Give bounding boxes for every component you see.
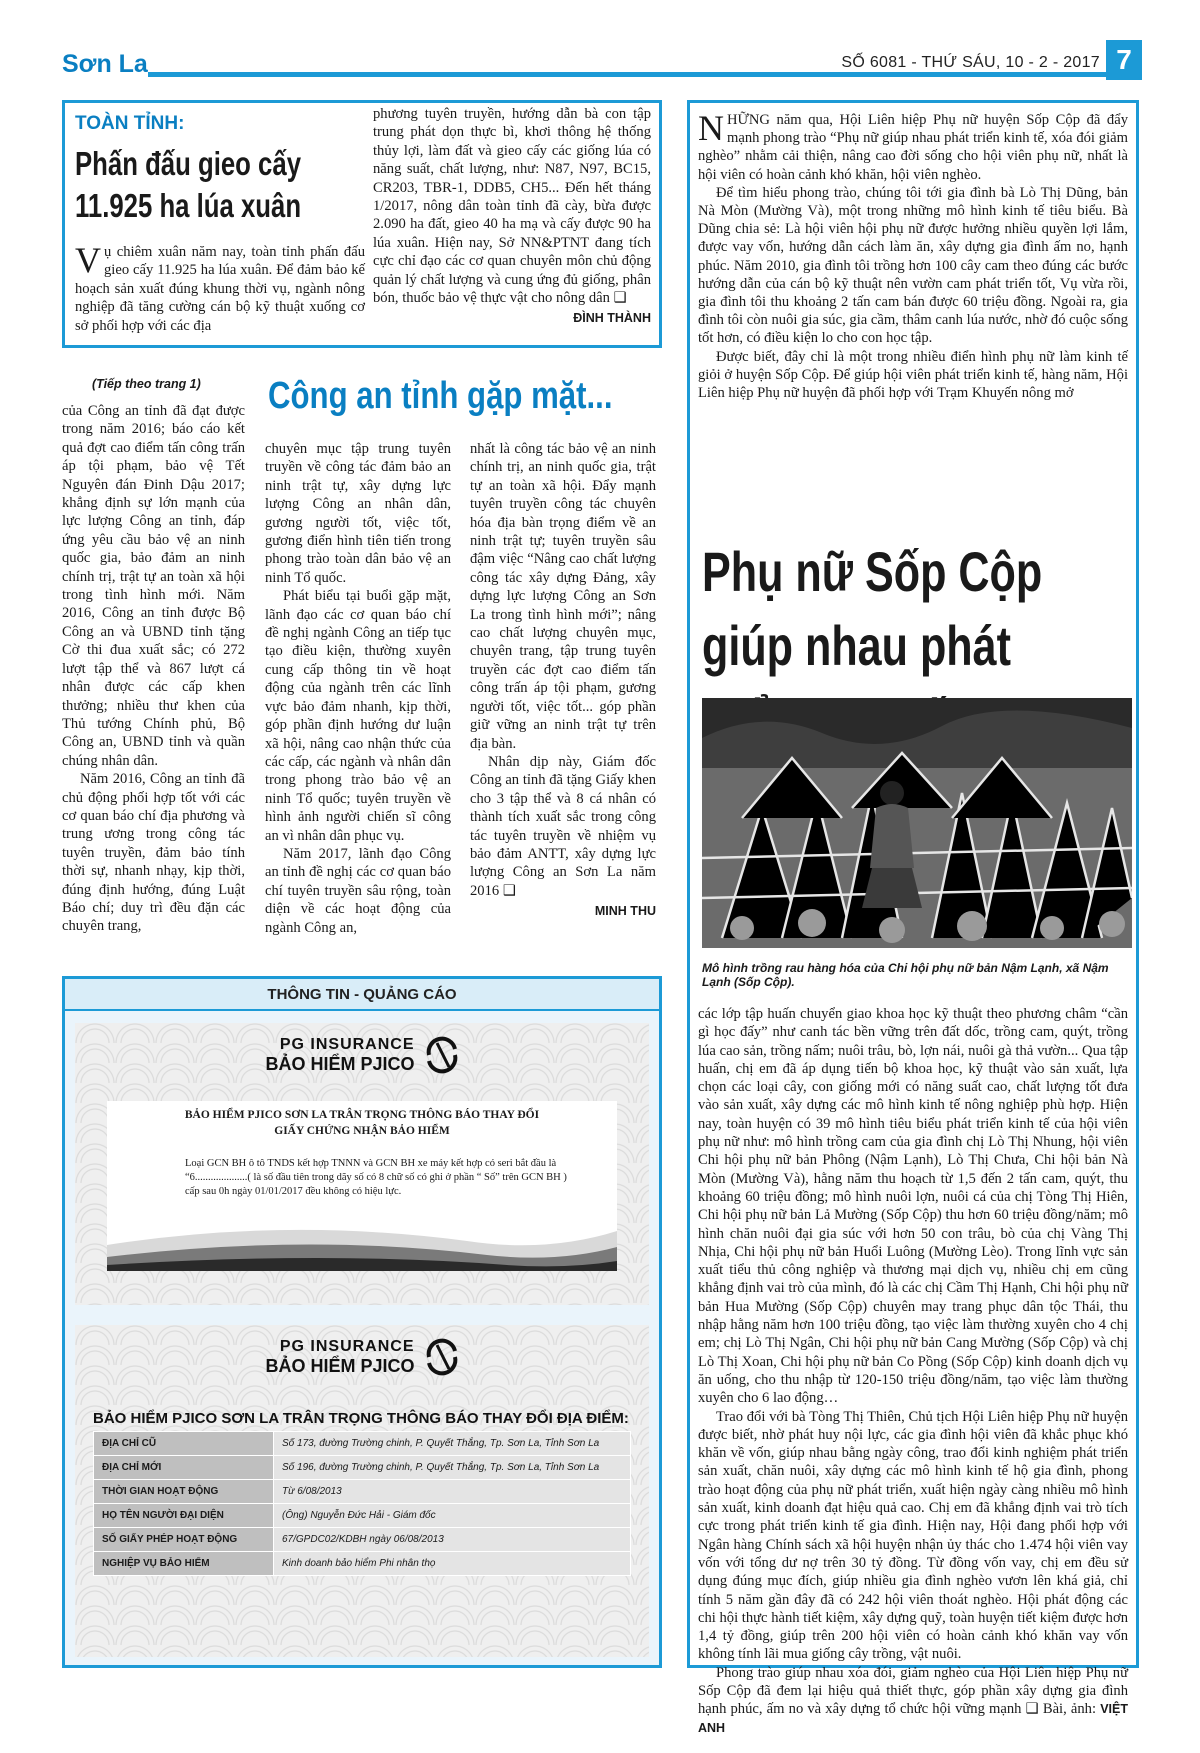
article-byline: ĐÌNH THÀNH bbox=[573, 311, 651, 326]
row-value: Kinh doanh bảo hiểm Phi nhân thọ bbox=[274, 1552, 631, 1576]
swoosh-decoration bbox=[107, 1211, 617, 1271]
notice-line: cấp sau 0h ngày 01/01/2017 đều không có hiệu lực. bbox=[185, 1186, 402, 1197]
end-mark-icon: ❑ bbox=[1025, 1701, 1039, 1718]
article-column-1 bbox=[62, 402, 245, 936]
paragraph: Năm 2017, lãnh đạo Công an tỉnh đề nghị các cơ quan báo chí tuyên truyền sâu rộng, toàn diện về các hoạt động của ngành Công an, bbox=[265, 845, 451, 936]
column-text: phương tuyên truyền, hướng dẫn bà con tập trung phát dọn thực bì, khơi thông hệ thống thủy lợi, làm đất và gieo cấy các giống lúa có năng suất, chất lượng, như: N87, N97, BC15, CR203, TBR-1, DDB5, CH5... Đến hết tháng 1/2017, nông dân toàn tỉnh đã cày, bừa được 2.090 ha đất, gieo 40 ha mạ và cấy được 90 ha lúa xuân. Hiện nay, Sở NN&PTNT đang tích cực chỉ đạo các cơ quan chuyên môn chủ động quản lý chất lượng và cung ứng đủ giống, phân bón, thuốc bảo vệ thực vật cho nông dân bbox=[373, 106, 651, 307]
ads-heading: THÔNG TIN - QUẢNG CÁO bbox=[65, 979, 659, 1011]
paragraph: Được biết, đây chỉ là một trong nhiều điển hình phụ nữ làm kinh tế giỏi ở huyện Sốp Cộp. Để giúp hội viên phát triển kinh tế, hàng năm, Hội Liên hiệp Phụ nữ huyện đã phối hợp với Trạm Khuyến nông mở bbox=[698, 348, 1128, 402]
article-byline: VIỆT ANH bbox=[698, 1702, 1128, 1735]
paragraph bbox=[698, 1664, 1128, 1737]
notice-line: Loại GCN BH ô tô TNDS kết hợp TNNN và GCN BH xe máy kết hợp có seri bắt đầu là bbox=[185, 1158, 557, 1169]
logo-line-1: PG INSURANCE bbox=[279, 1337, 415, 1355]
table-row bbox=[94, 1552, 631, 1576]
notice-title bbox=[107, 1107, 617, 1139]
notice-card bbox=[107, 1101, 617, 1271]
section-title: Sơn La bbox=[62, 50, 148, 78]
paragraph-text: Nhân dịp này, Giám đốc Công an tỉnh đã tặng Giấy khen cho 3 tập thể và 8 cá nhân có thành tích xuất sắc trong công tác tuyên truyền về nhiệm vụ bảo đảm ANTT, xây dựng lực lượng Công an Sơn La năm 2016 bbox=[470, 753, 656, 899]
insurer-logo bbox=[75, 1035, 649, 1075]
table-row bbox=[94, 1504, 631, 1528]
row-value: Từ 6/08/2013 bbox=[274, 1480, 631, 1504]
row-key: ĐỊA CHỈ MỚI bbox=[94, 1456, 274, 1480]
article-intro bbox=[698, 108, 1128, 402]
article-headline: Phấn đấu gieo cấy 11.925 ha lúa xuân bbox=[75, 145, 302, 224]
paragraph: Năm 2016, Công an tỉnh đã chủ động phối hợp tốt với các cơ quan báo chí địa phương và trung ương trong công tác tuyên truyền, đảm bảo tính thời sự, nhanh nhạy, kịp thời, đúng định hướng, đúng Luật Báo chí; duy trì đều đặn các chuyên trang, bbox=[62, 771, 245, 935]
drop-cap: V bbox=[75, 240, 101, 280]
table-row bbox=[94, 1528, 631, 1552]
article-body bbox=[698, 1005, 1128, 1737]
paragraph-text: Phong trào giúp nhau xóa đói, giảm nghèo của Hội Liên hiệp Phụ nữ Sốp Cộp đã đem lại hiệu quả thiết thực, góp phần xây dựng gia đình hạnh phúc, ấm no và xây dựng tổ chức hội vững mạnh bbox=[698, 1664, 1128, 1718]
insurer-logo bbox=[75, 1337, 649, 1377]
article-rice-planting bbox=[62, 100, 662, 348]
paragraph: Để tìm hiểu phong trào, chúng tôi tới gia đình bà Lò Thị Dũng, bản Nà Mòn (Mường Và), một trong những mô hình kinh tế tiêu biểu. Bà Dũng chia sẻ: Là hội viên hội phụ nữ được hưởng nhiều quyền lợi lắm, được vay vốn, hướng dẫn cách làm ăn, xây dựng gia đình ấm no, hạnh phúc. Năm 2010, gia đình tôi trồng hơn 100 cây cam theo đúng các bước hướng dẫn của cán bộ kỹ thuật nên vườn cam phát triển tốt, Vụ vừa rồi, gia đình tôi thu khoảng 2 tấn cam bán được 60 triệu đồng. Ngoài ra, gia đình tôi còn nuôi gia súc, gia cầm, thâm canh lúa nước, nhờ đó cuộc sống tốt hơn, có điều kiện lo cho con học tập. bbox=[698, 184, 1128, 347]
ad-certificate-notice bbox=[75, 1023, 649, 1305]
address-table bbox=[93, 1431, 631, 1576]
row-value: (Ông) Nguyễn Đức Hải - Giám đốc bbox=[274, 1504, 631, 1528]
article-headline: Phụ nữ Sốp Cộp giúp nhau phát bbox=[702, 540, 1043, 677]
article-lead bbox=[75, 240, 365, 335]
article-column-2 bbox=[265, 440, 451, 937]
logo-line-2: BẢO HIỂM PJICO bbox=[265, 1053, 415, 1074]
vegetable-field-photo-icon bbox=[702, 698, 1132, 948]
row-value: 67/GPDC02/KDBH ngày 06/08/2013 bbox=[274, 1528, 631, 1552]
page-header bbox=[0, 0, 1200, 90]
article-column bbox=[373, 105, 651, 328]
byline-prefix: Bài, ảnh: bbox=[1042, 1701, 1097, 1718]
table-row bbox=[94, 1480, 631, 1504]
notice-body bbox=[185, 1157, 593, 1199]
header-rule bbox=[148, 72, 1110, 77]
article-women-economy bbox=[687, 100, 1139, 1735]
issue-info: SỐ 6081 - THỨ SÁU, 10 - 2 - 2017 bbox=[841, 54, 1100, 71]
lead-text: ụ chiêm xuân năm nay, toàn tỉnh phấn đấu gieo cấy 11.925 ha lúa xuân. Để đảm bảo kế hoạch sản xuất đúng khung thời vụ, ngành nông nghiệp đã tăng cường cán bộ kỹ thuật xuống cơ sở phối hợp với các địa bbox=[75, 244, 365, 334]
table-row bbox=[94, 1456, 631, 1480]
notice-line: “6....................( là số đầu tiên trong dãy số có 8 chữ số có ghi ở phần “ Số” trên GCN BH ) bbox=[185, 1172, 567, 1183]
notice-title-line-1: BẢO HIỂM PJICO SƠN LA TRÂN TRỌNG THÔNG BÁO THAY ĐỔI bbox=[184, 1109, 540, 1121]
continued-note: (Tiếp theo trang 1) bbox=[92, 377, 201, 391]
ad-address-notice bbox=[75, 1325, 649, 1657]
notice-heading: BẢO HIỂM PJICO SƠN LA TRÂN TRỌNG THÔNG BÁO THAY ĐỔI ĐỊA ĐIỂM: bbox=[93, 1410, 629, 1427]
end-mark-icon: ❑ bbox=[613, 290, 627, 307]
paragraph: Trao đổi với bà Tòng Thị Thiên, Chủ tịch Hội Liên hiệp Phụ nữ huyện được biết, nhờ phát huy nội lực, các gia đình hội viên đã khắc phục khó khăn về vốn, giúp nhau bằng ngày công, trao đổi kinh nghiệm phát triển sản xuất, chăn nuôi, xây dựng các mô hình kinh tế hộ gia đình, phong trào hoạt động của phụ nữ phát triển, xuất hiện ngày càng nhiều mô hình sản xuất, kinh doanh đạt hiệu quả cao. Chị em đã khẳng định vai trò tích cực trong phát triển kinh tế gia đình. Hiện nay, Hội đang phối hợp với Ngân hàng Chính sách xã hội huyện nhận ủy thác cho 1.474 hội viên vay vốn với tổng dư nợ trên 30 tỷ đồng. Từ đồng vốn vay, chị em đều sử dụng đúng mục đích, giúp nhiều gia đình nghèo vươn lên khá giả, chỉ tính 5 năm gần đây đã có 242 hội viên thoát nghèo. Hội phát động các chi hội thực hành tiết kiệm, xây dựng quỹ, toàn huyện tiết kiệm được hơn 1,4 tỷ đồng, giúp trên 200 hội viên có hoàn cảnh khó khăn vay vốn không tính lãi mua giống cây trồng, vật nuôi. bbox=[698, 1408, 1128, 1663]
paragraph: của Công an tỉnh đã đạt được trong năm 2016; báo cáo kết quả đợt cao điểm tấn công trấn áp tội phạm, bảo vệ Tết Nguyên đán Đinh Dậu 2017; khẳng định sự lớn mạnh của lực lượng Công an tỉnh, đáp ứng yêu cầu bảo vệ an ninh quốc gia, bảo đảm an ninh chính trị, trật tự an toàn xã hội trong tình hình mới. Năm 2016, Công an tỉnh được Bộ Công an và UBND tỉnh tặng Cờ thi đua xuất sắc; có 272 lượt tập thể và 867 lượt cá nhân được các cấp khen thưởng; nhiều thư khen của Thủ tướng Chính phủ, Bộ Công an, UBND tỉnh và quần chúng nhân dân. bbox=[62, 403, 245, 769]
article-column-3 bbox=[470, 440, 656, 921]
paragraph: nhất là công tác bảo vệ an ninh chính trị, an ninh quốc gia, trật tự an toàn xã hội. Đẩy mạnh tuyên truyền công tác chuyên hóa địa bàn trọng điểm về an ninh trật tự; tuyên truyền sâu đậm việc “Nâng cao chất lượng công tác xây dựng Đảng, xây dựng lực lượng Công an Sơn La trong tình hình mới”; nâng cao chất lượng chuyên mục, chuyên trang, tập trung tuyên truyền các đợt cao điểm tấn công trấn áp tội phạm, gương người tốt, việc tốt... góp phần giữ vững an ninh trật tự trên địa bàn. bbox=[470, 441, 656, 752]
article-byline: MINH THU bbox=[594, 904, 656, 919]
pjico-logo-icon bbox=[425, 1035, 459, 1075]
paragraph: các lớp tập huấn chuyển giao khoa học kỹ thuật theo phương châm “cần gì học đấy” như canh tác bền vững trên đất dốc, trồng cam, quýt, trồng lúa cao sản, trồng nấm; nuôi trâu, bò, lợn nái, nuôi gà thả vườn... Qua tập huấn, chị em đã áp dụng tiến bộ khoa học, kỹ thuật vào sản xuất, lựa chọn các loại cây, con giống mới có năng suất cao, chất lượng tốt đưa vào sản xuất, xây dựng các mô hình kinh tế nông nghiệp phù hợp. Hiện nay, toàn huyện có 39 mô hình tiêu biểu phát triển kinh tế của hội viên phụ nữ như: mô hình trồng cam của gia đình chị Lò Thị Nhung, hội viên Chi hội phụ nữ bản Phông (Nậm Lạnh), Lò Thị Chưa, Chi hội bản Nà Mòn (Mường Và), hằng năm thu hoạch từ 1,5 đến 2 tấn cam, quýt, thu khoảng 60 triệu đồng; mô hình nuôi lợn, nuôi cá của chị Tòng Thị Hiên, Chi hội phụ nữ bản Lả Mường (Sốp Cộp) thu hơn 60 triệu đồng/năm; mô hình chăn nuôi đại gia súc với hơn 50 con trâu, bò của chị Vàng Thị Nhịa, Chi hội phụ nữ bản Huổi Luông (Mường Lèo). Trong lĩnh vực sản xuất tiểu thủ công nghiệp và thương mại dịch vụ, nhiều chị em cũng khẳng định vai trò của mình, đó là các chị Cầm Thị Hạnh, Chi hội phụ nữ bản Hua Mường (Sốp Cộp) chuyên may trang phục dân tộc Thái, thu nhập hằng năm hơn 100 triệu đồng, tạo việc làm thường xuyên cho 4 chị em; chị Lò Thị Ngân, Chi hội phụ nữ bản Cang Mường (Sốp Cộp) và chị Lò Thị Xoan, Chi hội phụ nữ bản Co Pồng (Sốp Cộp) kinh doanh dịch vụ ăn uống, cho thu nhập từ 120-150 triệu đồng/năm, tạo việc làm thường xuyên cho 6 lao động… bbox=[698, 1006, 1128, 1407]
article-photo bbox=[702, 698, 1132, 948]
article-kicker: TOÀN TỈNH: bbox=[75, 113, 185, 134]
row-value: Số 196, đường Trường chinh, P. Quyết Thắng, Tp. Sơn La, Tỉnh Sơn La bbox=[274, 1456, 631, 1480]
paragraph bbox=[470, 753, 656, 900]
pjico-logo-icon bbox=[425, 1337, 459, 1377]
paragraph: chuyên mục tập trung tuyên truyền về công tác đảm bảo an ninh trật tự, xây dựng lực lượng Công an nhân dân, gương người tốt, việc tốt, gương điển hình tiên tiến trong phong trào toàn dân bảo vệ an ninh Tổ quốc. bbox=[265, 441, 451, 586]
ads-section bbox=[62, 976, 662, 1668]
row-key: ĐỊA CHỈ CŨ bbox=[94, 1432, 274, 1456]
photo-caption: Mô hình trồng rau hàng hóa của Chi hội phụ nữ bản Nậm Lạnh, xã Nậm Lạnh (Sốp Cộp). bbox=[702, 961, 1109, 989]
row-key: SỐ GIẤY PHÉP HOẠT ĐỘNG bbox=[94, 1528, 274, 1552]
logo-line-1: PG INSURANCE bbox=[279, 1035, 415, 1053]
page-number: 7 bbox=[1106, 40, 1142, 80]
table-row bbox=[94, 1432, 631, 1456]
drop-cap: N bbox=[698, 108, 724, 148]
paragraph bbox=[698, 108, 1128, 184]
row-key: HỌ TÊN NGƯỜI ĐẠI DIỆN bbox=[94, 1504, 274, 1528]
paragraph-text: HỮNG năm qua, Hội Liên hiệp Phụ nữ huyện Sốp Cộp đã đẩy mạnh phong trào “Phụ nữ giúp nhau phát triển kinh tế, xóa đói giảm nghèo” nhằm cải thiện, nâng cao đời sống cho hội viên phụ nữ, nhất là hội viên có hoàn cảnh khó khăn, hội viên nghèo. bbox=[698, 112, 1128, 183]
notice-title-line-2: GIẤY CHỨNG NHẬN BẢO HIỂM bbox=[274, 1125, 450, 1137]
paragraph: Phát biểu tại buổi gặp mặt, lãnh đạo các cơ quan báo chí đề nghị ngành Công an tiếp tục tạo điều kiện, thường xuyên cung cấp thông tin về hoạt động của ngành trên các lĩnh vực bảo đảm nhanh, kịp thời, góp phần định hướng dư luận xã hội, nâng cao nhận thức của các cấp, các ngành và nhân dân trong phong trào bảo vệ an ninh Tổ quốc; tuyên truyền về hình ảnh người chiến sĩ công an vì nhân dân phục vụ. bbox=[265, 588, 451, 844]
row-value: Số 173, đường Trường chinh, P. Quyết Thắng, Tp. Sơn La, Tỉnh Sơn La bbox=[274, 1432, 631, 1456]
row-key: NGHIỆP VỤ BẢO HIỂM bbox=[94, 1552, 274, 1576]
article-headline: Công an tỉnh gặp mặt... bbox=[268, 375, 613, 417]
end-mark-icon: ❑ bbox=[502, 882, 516, 899]
logo-line-2: BẢO HIỂM PJICO bbox=[265, 1355, 415, 1376]
row-key: THỜI GIAN HOẠT ĐỘNG bbox=[94, 1480, 274, 1504]
